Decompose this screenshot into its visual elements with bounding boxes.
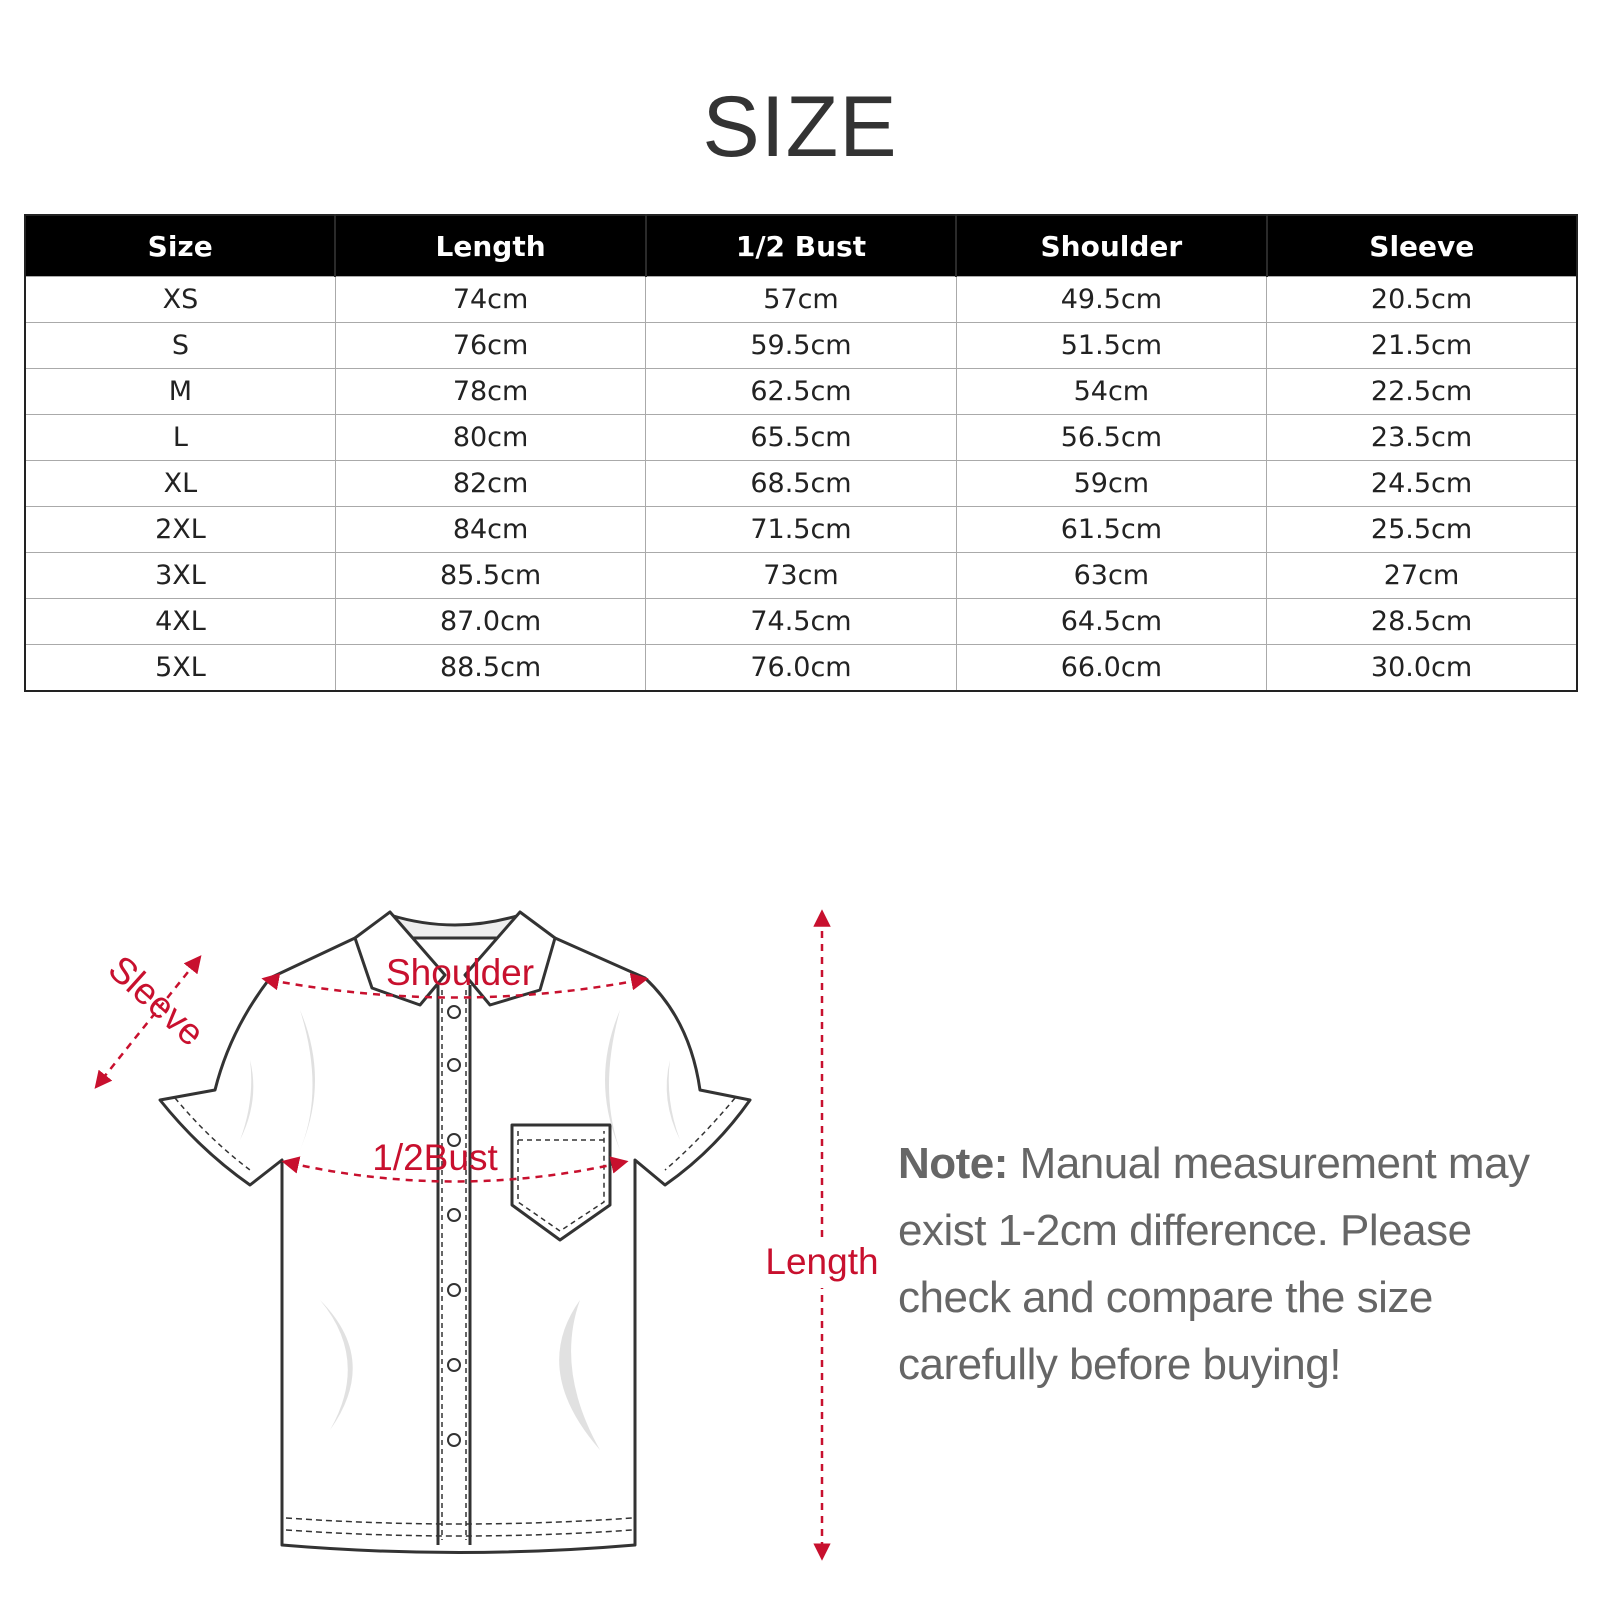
shoulder-label: Shoulder xyxy=(385,952,535,993)
cell-sleeve: 25.5cm xyxy=(1267,507,1577,553)
cell-shoulder: 64.5cm xyxy=(956,599,1266,645)
cell-length: 88.5cm xyxy=(335,645,645,692)
button-icon xyxy=(448,1284,460,1296)
button-icon xyxy=(448,1359,460,1371)
cell-half-bust: 59.5cm xyxy=(646,323,956,369)
header-half-bust: 1/2 Bust xyxy=(646,215,956,277)
cell-size: L xyxy=(25,415,335,461)
cell-sleeve: 24.5cm xyxy=(1267,461,1577,507)
cell-sleeve: 21.5cm xyxy=(1267,323,1577,369)
cell-shoulder: 49.5cm xyxy=(956,277,1266,323)
note-label: Note: xyxy=(898,1139,1008,1188)
size-chart-table xyxy=(24,214,1578,692)
table-row xyxy=(25,645,1577,692)
cell-shoulder: 54cm xyxy=(956,369,1266,415)
header-shoulder: Shoulder xyxy=(956,215,1266,277)
cell-sleeve: 20.5cm xyxy=(1267,277,1577,323)
note-body: Manual measurement may exist 1-2cm difference. Please check and compare the size carefully before buying! xyxy=(898,1139,1530,1389)
cell-sleeve: 23.5cm xyxy=(1267,415,1577,461)
cell-size: XS xyxy=(25,277,335,323)
table-row xyxy=(25,369,1577,415)
cell-half-bust: 76.0cm xyxy=(646,645,956,692)
cell-shoulder: 51.5cm xyxy=(956,323,1266,369)
cell-length: 84cm xyxy=(335,507,645,553)
cell-half-bust: 62.5cm xyxy=(646,369,956,415)
cell-size: 2XL xyxy=(25,507,335,553)
cell-sleeve: 28.5cm xyxy=(1267,599,1577,645)
cell-half-bust: 65.5cm xyxy=(646,415,956,461)
button-icon xyxy=(448,1059,460,1071)
cell-sleeve: 27cm xyxy=(1267,553,1577,599)
cell-half-bust: 74.5cm xyxy=(646,599,956,645)
cell-length: 82cm xyxy=(335,461,645,507)
table-row xyxy=(25,461,1577,507)
cell-size: 5XL xyxy=(25,645,335,692)
table-row xyxy=(25,599,1577,645)
cell-length: 78cm xyxy=(335,369,645,415)
table-row xyxy=(25,323,1577,369)
note-text xyxy=(898,1130,1538,1398)
page-title: SIZE xyxy=(702,79,898,175)
cell-length: 85.5cm xyxy=(335,553,645,599)
bust-label: 1/2Bust xyxy=(372,1137,498,1178)
length-label: Length xyxy=(765,1241,879,1282)
button-icon xyxy=(448,1006,460,1018)
table-row xyxy=(25,415,1577,461)
cell-shoulder: 66.0cm xyxy=(956,645,1266,692)
cell-half-bust: 68.5cm xyxy=(646,461,956,507)
cell-length: 74cm xyxy=(335,277,645,323)
cell-half-bust: 57cm xyxy=(646,277,956,323)
button-icon xyxy=(448,1209,460,1221)
cell-length: 80cm xyxy=(335,415,645,461)
cell-size: M xyxy=(25,369,335,415)
cell-size: S xyxy=(25,323,335,369)
shirt-measurement-diagram xyxy=(80,890,920,1570)
cell-shoulder: 63cm xyxy=(956,553,1266,599)
cell-size: XL xyxy=(25,461,335,507)
cell-sleeve: 22.5cm xyxy=(1267,369,1577,415)
header-size: Size xyxy=(25,215,335,277)
cell-half-bust: 71.5cm xyxy=(646,507,956,553)
table-row xyxy=(25,507,1577,553)
header-sleeve: Sleeve xyxy=(1267,215,1577,277)
button-icon xyxy=(448,1434,460,1446)
table-row xyxy=(25,277,1577,323)
table-row xyxy=(25,553,1577,599)
cell-shoulder: 61.5cm xyxy=(956,507,1266,553)
cell-size: 3XL xyxy=(25,553,335,599)
cell-size: 4XL xyxy=(25,599,335,645)
cell-sleeve: 30.0cm xyxy=(1267,645,1577,692)
cell-length: 76cm xyxy=(335,323,645,369)
header-length: Length xyxy=(335,215,645,277)
cell-half-bust: 73cm xyxy=(646,553,956,599)
cell-length: 87.0cm xyxy=(335,599,645,645)
sleeve-label: Sleeve xyxy=(100,947,213,1054)
table-header-row xyxy=(25,215,1577,277)
cell-shoulder: 56.5cm xyxy=(956,415,1266,461)
cell-shoulder: 59cm xyxy=(956,461,1266,507)
